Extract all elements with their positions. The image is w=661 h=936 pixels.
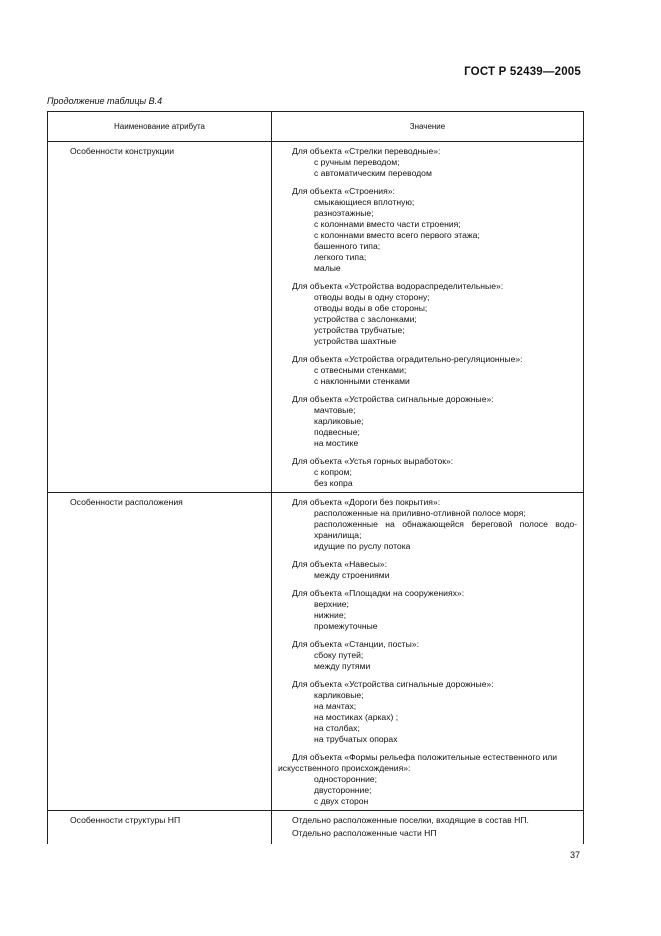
object-heading: Для объекта «Устройства оградительно-регуляционные»: (292, 354, 523, 364)
value-item: карликовые; (314, 690, 364, 700)
value-item: между путями (314, 661, 371, 671)
page-number: 37 (569, 850, 580, 860)
document-standard-code: ГОСТ Р 52439—2005 (464, 66, 581, 78)
value-item: идущие по руслу потока (314, 541, 411, 551)
value-item: с двух сторон (314, 796, 369, 806)
table-body (48, 142, 584, 845)
object-heading: Для объекта «Устья горных выработок»: (292, 456, 454, 466)
object-heading: Для объекта «Устройства сигнальные дорожные»: (292, 679, 494, 689)
value-item: мачтовые; (314, 405, 356, 415)
object-block (278, 394, 577, 449)
object-block (278, 146, 577, 179)
value-item: подвесные; (314, 427, 360, 437)
attribute-name-cell: Особенности расположения (48, 493, 272, 811)
value-item: двусторонние; (314, 785, 372, 795)
value-item: с наклонными стенками (314, 376, 410, 386)
object-block (278, 588, 577, 632)
attributes-table (47, 111, 584, 844)
object-block (278, 679, 577, 745)
value-item: на мачтах; (314, 701, 357, 711)
object-block (278, 752, 577, 807)
object-heading: Для объекта «Устройства сигнальные дорожные»: (292, 394, 494, 404)
attribute-name-cell: Особенности конструкции (48, 142, 272, 493)
value-item: односторонние; (314, 774, 378, 784)
value-item: на мостиках (арках) ; (314, 712, 399, 722)
value-item: с отвесными стенками; (314, 365, 407, 375)
value-item: карликовые; (314, 416, 364, 426)
value-item: на мостике (314, 438, 359, 448)
value-item: башенного типа; (314, 241, 381, 251)
object-heading: Для объекта «Формы рельефа положительные естественного или искусственного происхождения»: (278, 752, 558, 773)
object-block (278, 497, 577, 552)
value-item: между строениями (314, 570, 390, 580)
object-heading: Для объекта «Строения»: (292, 186, 395, 196)
attribute-value-cell (272, 811, 584, 845)
table-caption: Продолжение таблицы В.4 (47, 96, 163, 106)
value-item: с автоматическим переводом (314, 168, 432, 178)
value-item: расположенные на обнажающейся береговой полосе водо-хранилища; (314, 519, 577, 540)
value-item: нижние; (314, 610, 347, 620)
value-item: на столбах; (314, 723, 360, 733)
attribute-value-cell (272, 142, 584, 493)
value-item: устройства с заслонками; (314, 314, 417, 324)
table-row (48, 811, 584, 845)
value-item: с ручным переводом; (314, 157, 400, 167)
value-item: расположенные на приливно-отливной полосе моря; (314, 508, 526, 518)
table-header-row (48, 112, 584, 142)
object-heading: Для объекта «Стрелки переводные»: (292, 146, 441, 156)
object-heading: Для объекта «Устройства водораспределительные»: (292, 281, 504, 291)
value-item: разноэтажные; (314, 208, 374, 218)
table-row (48, 493, 584, 811)
object-block (278, 639, 577, 672)
object-heading: Для объекта «Навесы»: (292, 559, 387, 569)
object-heading: Для объекта «Станции, посты»: (292, 639, 419, 649)
value-item: отводы воды в обе стороны; (314, 303, 428, 313)
value-item: без копра (314, 478, 353, 488)
attribute-value-cell (272, 493, 584, 811)
attribute-name-cell: Особенности структуры НП (48, 811, 272, 845)
value-item: верхние; (314, 599, 349, 609)
value-item: смыкающиеся вплотную; (314, 197, 415, 207)
object-block (278, 281, 577, 347)
value-item: с колоннами вместо части строения; (314, 219, 461, 229)
table-row (48, 142, 584, 493)
value-item: легкого типа; (314, 252, 367, 262)
value-item: промежуточные (314, 621, 378, 631)
column-header-attribute: Наименование атрибута (48, 112, 272, 142)
value-line: Отдельно расположенные части НП (292, 828, 437, 838)
object-heading: Для объекта «Дороги без покрытия»: (292, 497, 441, 507)
value-item: устройства шахтные (314, 336, 397, 346)
value-item: с копром; (314, 467, 352, 477)
value-item: сбоку путей; (314, 650, 364, 660)
object-block (278, 456, 577, 489)
value-item: устройства трубчатые; (314, 325, 405, 335)
value-item: отводы воды в одну сторону; (314, 292, 430, 302)
object-block (278, 186, 577, 274)
value-item: с колоннами вместо всего первого этажа; (314, 230, 480, 240)
object-block (278, 354, 577, 387)
value-item: малые (314, 263, 341, 273)
object-block (278, 559, 577, 581)
column-header-value: Значение (272, 112, 584, 142)
object-heading: Для объекта «Площадки на сооружениях»: (292, 588, 465, 598)
value-line: Отдельно расположенные поселки, входящие в состав НП. (292, 815, 529, 825)
value-item: на трубчатых опорах (314, 734, 398, 744)
attributes-table-container (47, 111, 584, 844)
